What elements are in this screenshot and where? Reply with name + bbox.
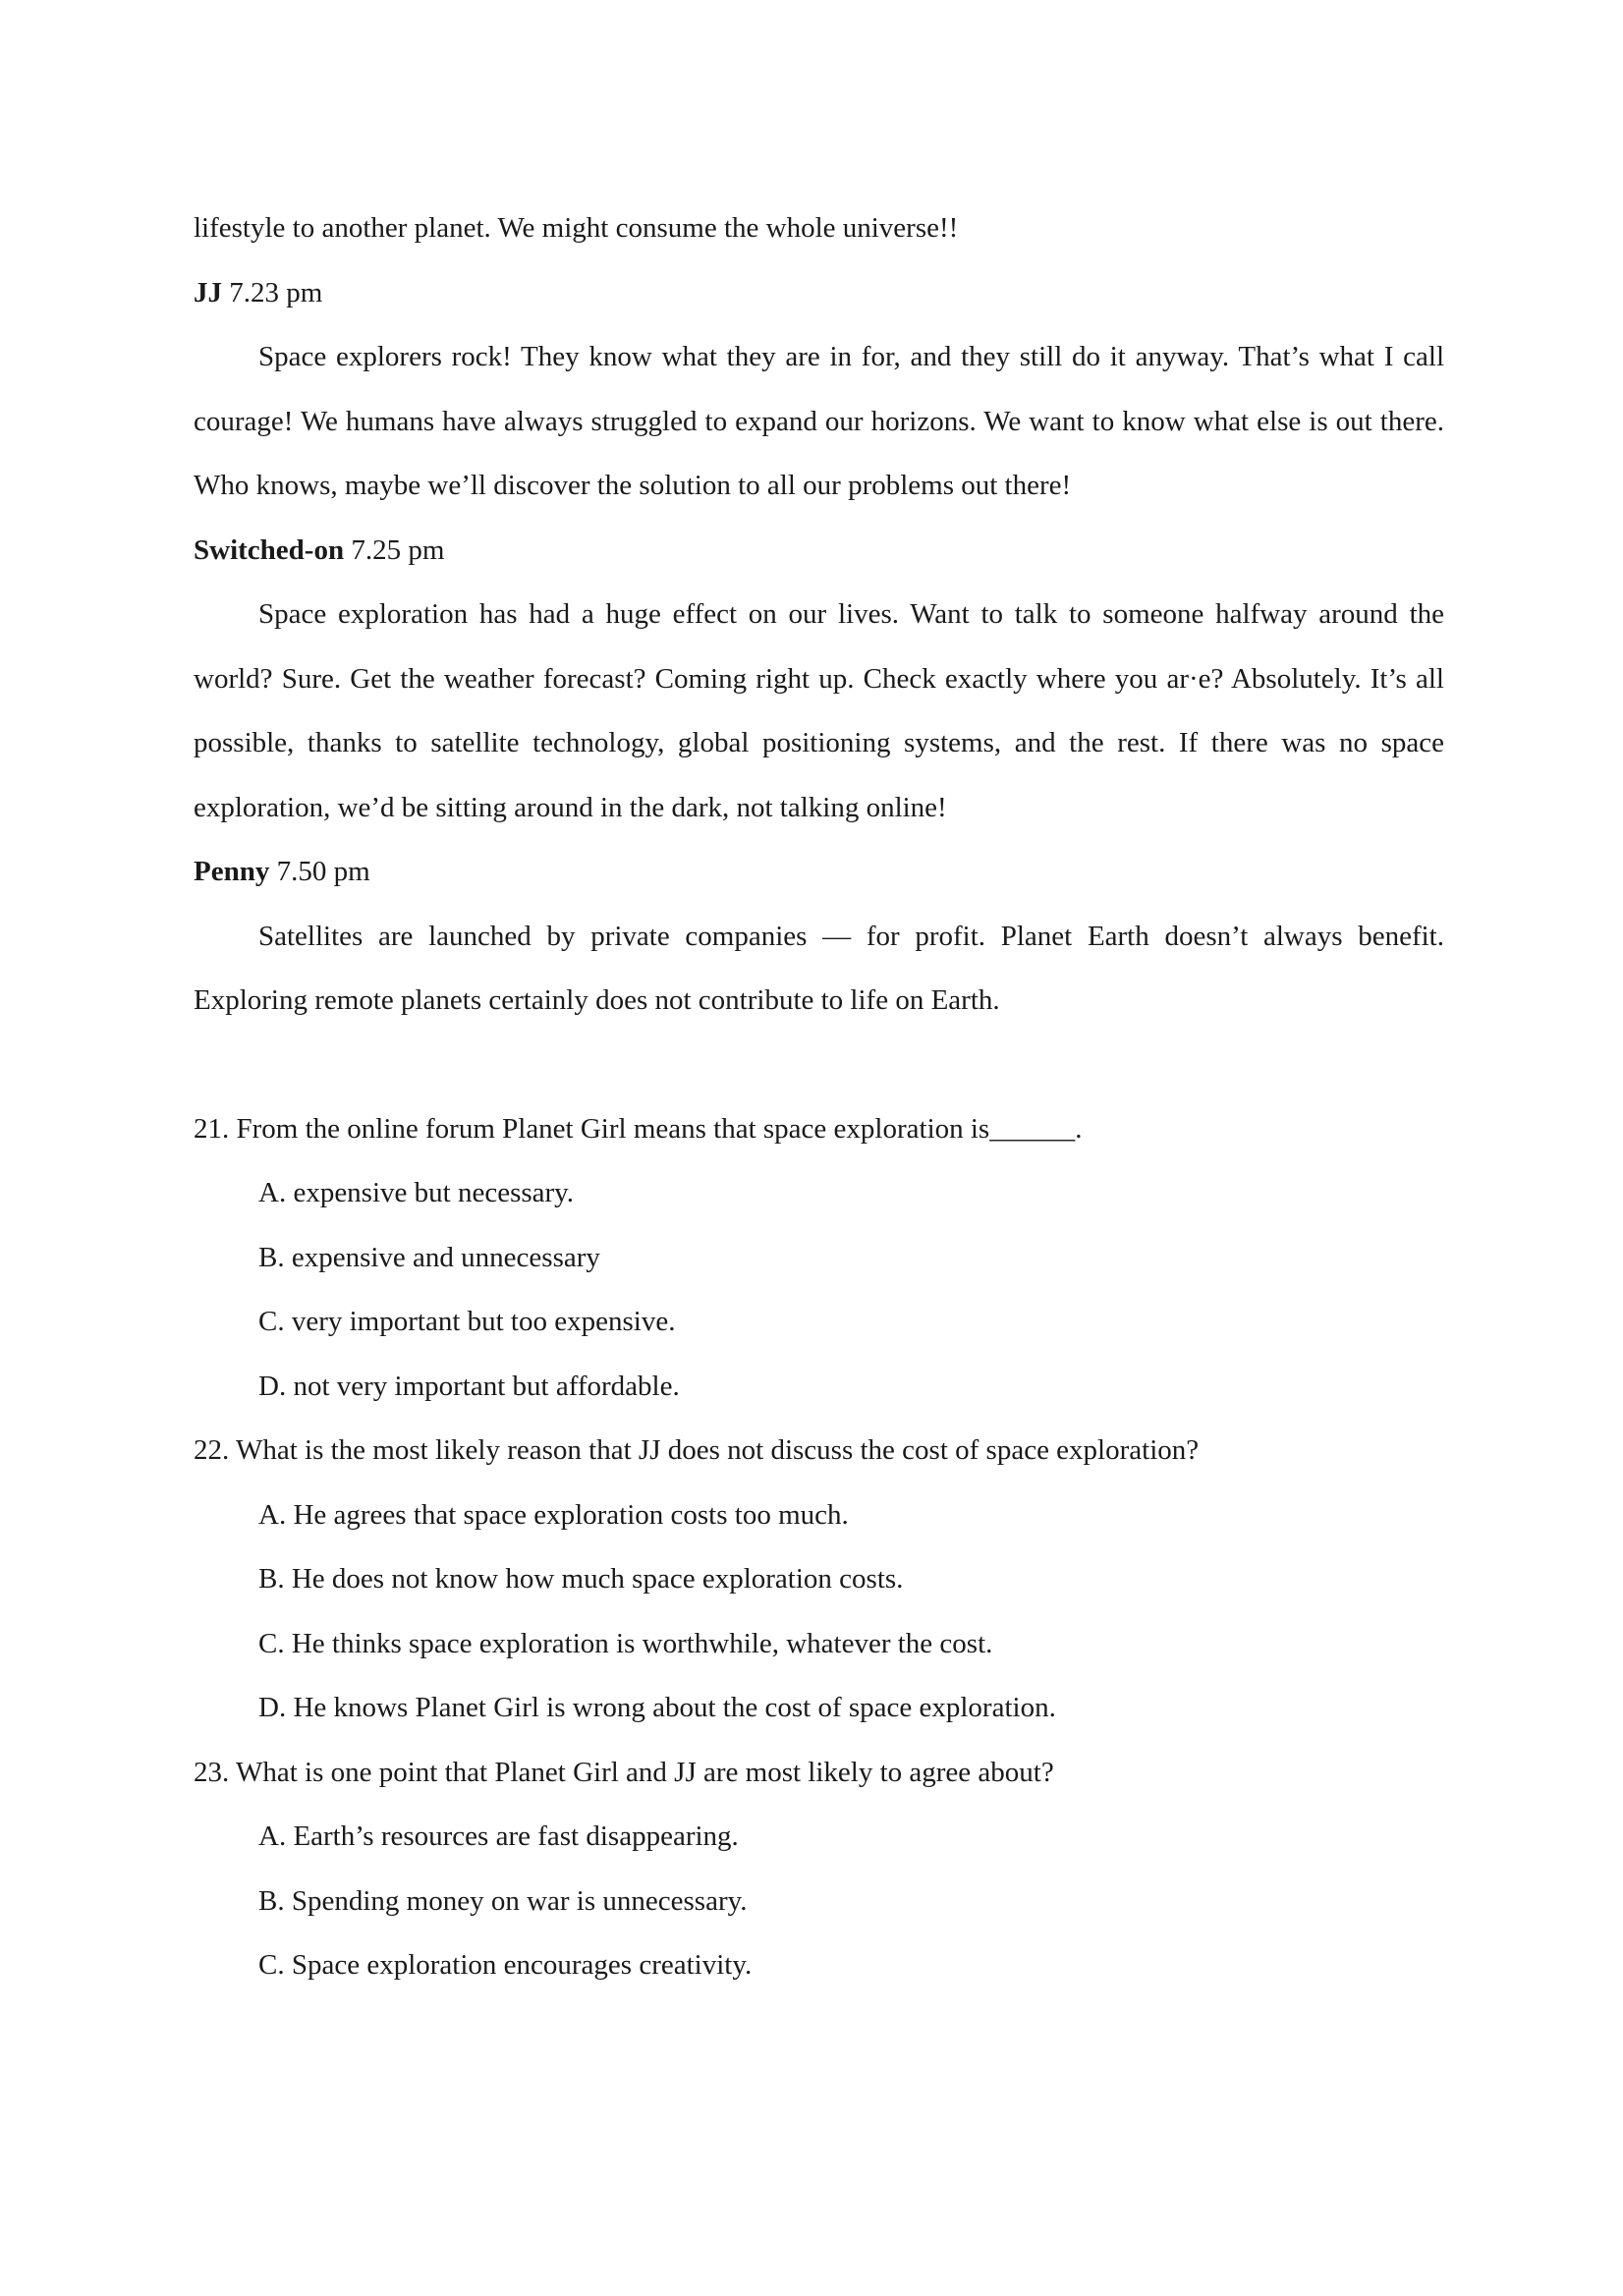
answer-option: A. expensive but necessary. xyxy=(258,1177,575,1208)
question-block xyxy=(194,1419,1444,1741)
post-body: Space exploration has had a huge effect on our lives. Want to talk to someone halfway around the world? Sure. Get the weather forecast? Coming right up. Check exactly where you ar·e? Absolutely. It’s all possible, thanks to satellite technology, global positioning systems, and the rest. If there was no space exploration, we’d be sitting around in the dark, not talking online! xyxy=(194,598,1444,823)
answer-option: B. expensive and unnecessary xyxy=(258,1241,600,1273)
post-body: Satellites are launched by private companies — for profit. Planet Earth doesn’t always benefit. Exploring remote planets certainly does not contribute to life on Earth. xyxy=(194,920,1444,1016)
post-time: 7.23 pm xyxy=(229,276,323,308)
post-author: Penny xyxy=(194,856,270,887)
answer-option: B. Spending money on war is unnecessary. xyxy=(258,1884,748,1917)
forum-post xyxy=(194,261,1444,519)
exam-page xyxy=(194,196,1444,1998)
answer-option: C. Space exploration encourages creativity. xyxy=(258,1949,753,1981)
question-stem: 21. From the online forum Planet Girl means that space exploration is______. xyxy=(194,1112,1083,1145)
question-block xyxy=(194,1097,1444,1420)
answer-option: D. He knows Planet Girl is wrong about the cost of space exploration. xyxy=(258,1692,1056,1723)
post-time: 7.50 pm xyxy=(276,856,370,887)
post-header xyxy=(194,261,1444,326)
post-header xyxy=(194,519,1444,584)
forum-post xyxy=(194,840,1444,1034)
question-stem: 23. What is one point that Planet Girl and JJ are most likely to agree about? xyxy=(194,1756,1054,1788)
forum-post xyxy=(194,519,1444,841)
answer-option: A. Earth’s resources are fast disappearing. xyxy=(258,1820,739,1852)
post-body: Space explorers rock! They know what they are in for, and they still do it anyway. That’s what I call courage! We humans have always struggled to expand our horizons. We want to know what else is out there. Who knows, maybe we’ll discover the solution to all our problems out there! xyxy=(194,341,1444,501)
answer-option: B. He does not know how much space exploration costs. xyxy=(258,1563,904,1595)
answer-option: D. not very important but affordable. xyxy=(258,1370,680,1402)
answer-option: C. very important but too expensive. xyxy=(258,1306,676,1337)
post-author: Switched-on xyxy=(194,533,345,566)
answer-option: C. He thinks space exploration is worthwhile, whatever the cost. xyxy=(258,1627,993,1659)
passage-continuation: lifestyle to another planet. We might consume the whole universe!! xyxy=(194,212,959,244)
question-stem: 22. What is the most likely reason that JJ does not discuss the cost of space exploration? xyxy=(194,1434,1200,1466)
answer-option: A. He agrees that space exploration costs too much. xyxy=(258,1498,849,1531)
question-block xyxy=(194,1741,1444,1998)
section-spacer xyxy=(194,1034,1444,1097)
post-header xyxy=(194,840,1444,905)
post-author: JJ xyxy=(194,276,222,308)
post-time: 7.25 pm xyxy=(351,533,445,566)
